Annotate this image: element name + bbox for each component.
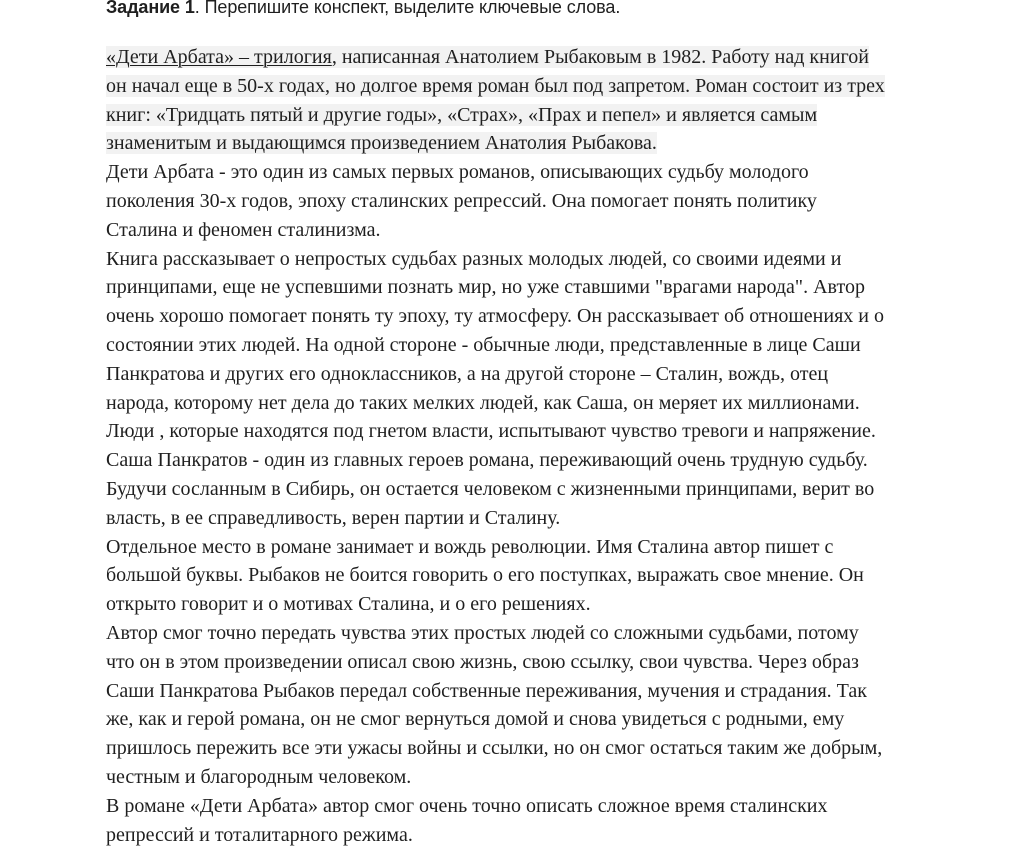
text-line: большой буквы. Рыбаков не боится говорить о его поступках, выражать свое мнение. Он [106,564,864,587]
text-line: Дети Арбата - это один из самых первых романов, описывающих судьбу молодого [106,161,809,184]
text-line: Саша Панкратов - один из главных героев романа, переживающий очень трудную судьбу. [106,449,868,472]
text-line: честным и благородным человеком. [106,765,412,788]
paragraph-stalin [106,533,976,619]
paragraph-conclusion [106,792,976,849]
text-line: же, как и герой романа, он не смог вернуться домой и снова увидеться с родными, ему [106,708,845,731]
text-line: пришлось пережить все эти ужасы войны и ссылки, но он смог остаться таким же добрым, [106,737,883,760]
text-line [106,72,976,101]
text-line [106,129,976,158]
task-heading [106,0,976,17]
paragraph-author-feelings [106,619,976,792]
highlighted-segment: знаменитым и выдающимся произведением Анатолия Рыбакова. [106,132,657,155]
highlighted-segment: книг: «Тридцать пятый и другие годы», «Страх», «Прах и пепел» и является самым [106,103,818,126]
text-line: очень хорошо помогает понять ту эпоху, ту атмосферу. Он рассказывает об отношениях и о [106,305,884,328]
highlighted-segment [106,46,869,68]
document-page [106,0,976,849]
text-line: поколения 30-х годов, эпоху сталинских репрессий. Она помогает понять политику [106,189,817,212]
text-line [106,101,976,130]
text-line: Книга рассказывает о непростых судьбах разных молодых людей, со своими идеями и [106,247,842,270]
text-line: принципами, еще не успевшими познать мир, но уже ставшими "врагами народа". Автор [106,276,865,299]
underlined-keyword: «Дети Арбата» – трилогия [106,46,332,68]
task-instruction: . Перепишите конспект, выделите ключевые слова. [194,0,621,17]
text-line: состоянии этих людей. На одной стороне - обычные люди, представленные в лице Саши [106,333,861,356]
text-line: власть, в ее справедливость, верен партии и Сталину. [106,506,561,529]
text-line [106,43,976,72]
text-line: Автор смог точно передать чувства этих простых людей со сложными судьбами, потому [106,621,859,644]
text-line: Отдельное место в романе занимает и вождь революции. Имя Сталина автор пишет с [106,535,834,558]
text-segment: , написанная Анатолием Рыбаковым в 1982. Работу над книгой [331,46,869,68]
task-label: Задание 1 [106,0,195,17]
paragraph-first-novel [106,158,976,244]
text-line: Сталина и феномен сталинизма. [106,218,381,241]
highlighted-segment: он начал еще в 50-х годах, но долгое время роман был под запретом. Роман состоит из трех [106,74,885,97]
text-line: Люди , которые находятся под гнетом власти, испытывают чувство тревоги и напряжение. [106,420,876,443]
text-line: что он в этом произведении описал свою жизнь, свою ссылку, свои чувства. Через образ [106,650,859,673]
text-line: Панкратова и других его одноклассников, а на другой стороне – Сталин, вождь, отец [106,362,829,385]
paragraph-sasha-pankratov [106,446,976,532]
text-line: репрессий и тоталитарного режима. [106,823,413,846]
text-line: Будучи сосланным в Сибирь, он остается человеком с жизненными принципами, верит во [106,477,875,500]
text-line: народа, которому нет дела до таких мелких людей, как Саша, он меряет их миллионами. [106,391,860,414]
text-line: Саши Панкратова Рыбаков передал собственные переживания, мучения и страдания. Так [106,679,867,702]
text-line: В романе «Дети Арбата» автор смог очень точно описать сложное время сталинских [106,794,828,817]
paragraph-young-people [106,245,976,447]
summary-text [106,43,976,849]
text-line: открыто говорит и о мотивах Сталина, и о его решениях. [106,593,591,616]
paragraph-trilogy-intro [106,43,976,158]
